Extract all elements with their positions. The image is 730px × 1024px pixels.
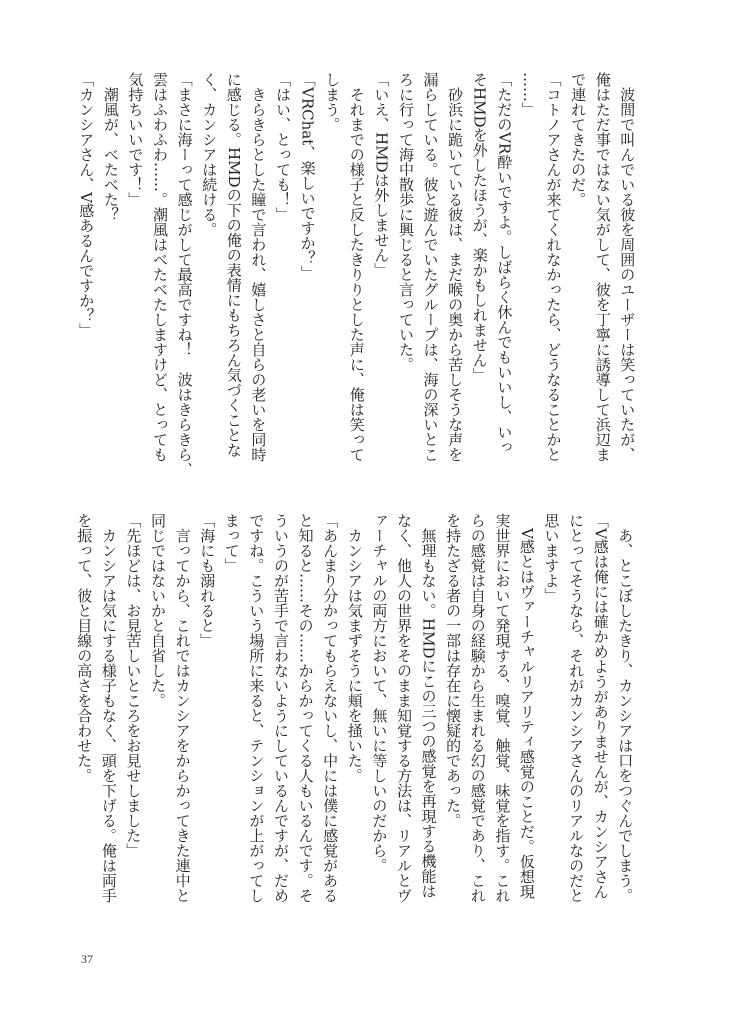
text-column: 「まさに海ーって感じがして最高ですね！ 波はきらきら、 <box>175 72 194 477</box>
text-column: 「VRChat、楽しいですか？」 <box>298 72 317 281</box>
text-column: 言ってから、これではカンシアをからかってきた連中と <box>173 513 192 903</box>
text-column: なく、他人の世界をそのまま知覚する方法は、リアルとヴ <box>394 513 413 903</box>
text-column: 「はい、とっても！」 <box>273 72 292 222</box>
text-column: 無理もない。HMDにこの三つの感覚を再現する機能は <box>419 513 438 899</box>
text-column: 実世界において発現する、嗅覚、触覚、味覚を指す。これ <box>493 513 512 903</box>
text-column: く、カンシアは続ける。 <box>200 72 219 237</box>
text-column: 漏らしている。彼と遊んでいたグループは、海の深いとこ <box>421 72 440 462</box>
text-column: で連れてきたのだ。 <box>569 72 588 207</box>
text-column: 気持ちいいです！」 <box>126 72 145 207</box>
page-number: 37 <box>81 952 93 966</box>
text-column: 「いえ、HMDは外しません」 <box>372 72 391 278</box>
text-column: ですね。こういう場所に来ると、テンションが上がってし <box>247 513 266 903</box>
text-column: と知ると……その……からかってくる人もいるんです。そ <box>296 513 315 903</box>
lower-text-block <box>72 513 638 903</box>
text-column: あ、とこぼしたきり、カンシアは口をつぐんでしまう。 <box>616 513 635 903</box>
text-column: きらきらとした瞳で言われ、嬉しさと自らの老いを同時 <box>249 72 268 462</box>
text-column: を持たざる者の一部は存在に懐疑的であった。 <box>444 513 463 828</box>
text-column: ろに行って海中散歩に興じると言っていた。 <box>396 72 415 372</box>
text-column: 「海にも溺れると」 <box>198 513 217 648</box>
text-column: ういうのが苦手で言わないようにしているんですが、だめ <box>271 513 290 903</box>
text-column: 「コトノアさんが来てくれなかったら、どうなることかと <box>544 72 563 462</box>
text-column: そHMDを外したほうが、楽かもしれません」 <box>470 72 489 383</box>
text-column: 俺はただ事ではない気がして、彼を丁寧に誘導して浜辺ま <box>593 72 612 462</box>
upper-text-block <box>74 72 640 477</box>
text-column: ……」 <box>519 72 538 117</box>
text-column: ァーチャルの両方において、無いに等しいのだから。 <box>370 513 389 873</box>
text-column: 波間で叫んでいる彼を周囲のユーザーは笑っていたが、 <box>618 72 637 462</box>
text-column: 「あんまり分かってもらえないし、中には僕に感覚がある <box>321 513 340 903</box>
text-column: V感とはヴァーチャルリアリティ感覚のことだ。仮想現 <box>517 513 536 899</box>
text-column: カンシアは気まずそうに頬を掻いた。 <box>345 513 364 783</box>
text-column: に感じる。HMDの下の俺の表情にもちろん気づくことな <box>224 72 243 458</box>
text-column: 思いますよ」 <box>542 513 561 603</box>
text-column: それまでの様子と反したきりりとした声に、俺は笑って <box>347 72 366 462</box>
text-column: 同じではないかと自省した。 <box>149 513 168 708</box>
text-column: まって」 <box>222 513 241 573</box>
text-column: 雲はふわふわ……。潮風はべたべたしますけど、とっても <box>151 72 170 462</box>
text-column: にとってそうなら、それがカンシアさんのリアルなのだと <box>567 513 586 903</box>
text-column: 潮風が、べたべた？ <box>101 72 120 222</box>
text-column: 「先ほどは、お見苦しいところをお見せしました」 <box>124 513 143 858</box>
text-column: 「V感は俺には確かめようがありませんが、カンシアさん <box>591 513 610 899</box>
text-column: 「ただのVR酔いですよ。しばらく休んでもいいし、いっ <box>495 72 514 455</box>
text-column: 「カンシアさん、V感あるんですか？」 <box>77 72 96 338</box>
text-column: 砂浜に跪いている彼は、まだ喉の奥から苦しそうな声を <box>446 72 465 462</box>
text-column: らの感覚は自身の経験から生まれる幻の感覚であり、これ <box>468 513 487 903</box>
text-column: しまう。 <box>323 72 342 132</box>
text-column: カンシアは気にする様子もなく、頭を下げる。俺は両手 <box>99 513 118 903</box>
text-column: を振って、彼と目線の高さを合わせた。 <box>75 513 94 783</box>
